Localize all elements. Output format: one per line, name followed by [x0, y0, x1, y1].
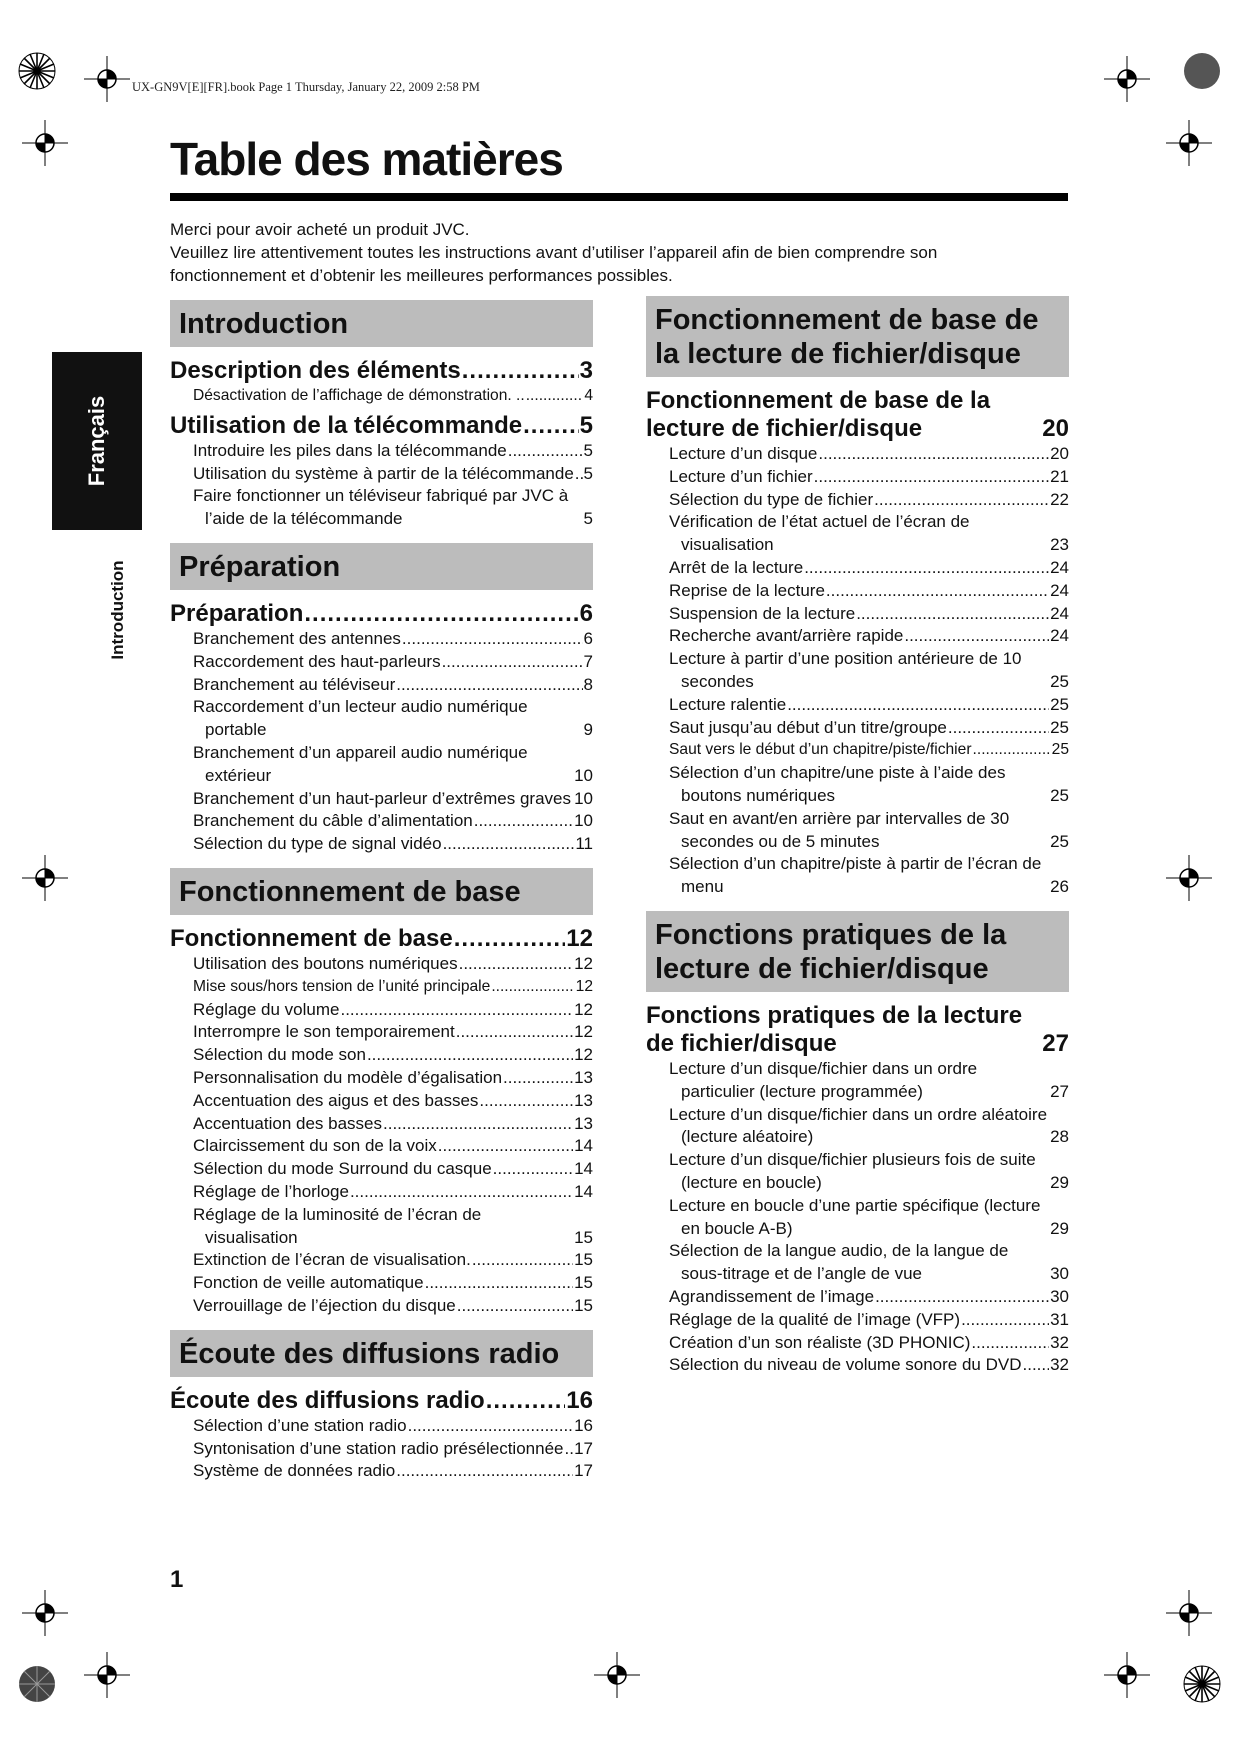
registration-mark-icon: [84, 1652, 130, 1698]
entry-page: 14: [574, 1181, 593, 1201]
entry-label: Arrêt de la lecture: [669, 557, 804, 577]
leader-dots: [442, 651, 583, 674]
section-heading: Fonctions pratiques de la lecture de fichier/disque: [646, 911, 1069, 992]
leader-dots: [340, 999, 573, 1022]
intro-line: Merci pour avoir acheté un produit JVC.: [170, 220, 470, 239]
leader-dots: [948, 717, 1049, 740]
toc-entry[interactable]: [193, 674, 593, 697]
entry-label: Lecture d’un disque/fichier plusieurs fois de suite (lecture en boucle): [669, 1150, 1036, 1192]
entry-label: Lecture d’un disque/fichier dans un ordre aléatoire (lecture aléatoire): [669, 1104, 1048, 1147]
chapter-label: Fonctions pratiques de la lecture de fichier/disque: [646, 1001, 1023, 1057]
entry-page: 21: [1050, 466, 1069, 486]
leader-dots: [425, 1272, 573, 1295]
chapter-page: 3: [579, 357, 593, 384]
entry-page: 6: [583, 628, 593, 648]
leader-dots: [367, 1044, 573, 1067]
entry-page: 5: [583, 440, 593, 460]
toc-entry[interactable]: [669, 1149, 1069, 1195]
toc-entry[interactable]: [193, 385, 593, 408]
chapter-page: 6: [579, 599, 593, 627]
leader-dots: [971, 1332, 1049, 1355]
toc-entry[interactable]: [669, 694, 1069, 717]
entry-label: Vérification de l’état actuel de l’écran de visualisation: [669, 512, 970, 555]
entry-page: 30: [1050, 1286, 1069, 1306]
toc-right-column: [646, 296, 1069, 1377]
toc-entry[interactable]: [669, 625, 1069, 648]
toc-entry[interactable]: [193, 1044, 593, 1067]
chapter-label: Description des éléments: [170, 357, 461, 384]
toc-entry[interactable]: [669, 466, 1069, 489]
entry-label: Désactivation de l’affichage de démonstration. ..: [193, 387, 525, 404]
toc-chapter[interactable]: [170, 357, 593, 385]
chapter-page: 5: [579, 411, 593, 439]
entry-page: 9: [583, 720, 593, 740]
leader-dots: [456, 1021, 573, 1044]
toc-entry[interactable]: [669, 853, 1069, 899]
leader-dots: [402, 628, 583, 651]
entry-label: Reprise de la lecture: [669, 580, 825, 600]
toc-entry[interactable]: [193, 1415, 593, 1438]
toc-entry[interactable]: [193, 696, 593, 742]
entry-label: Raccordement des haut-parleurs: [193, 651, 441, 671]
entry-label: Agrandissement de l’image: [669, 1286, 875, 1306]
entry-label: Lecture ralentie: [669, 694, 787, 714]
toc-entry[interactable]: [193, 1113, 593, 1136]
entry-page: 5: [583, 509, 593, 529]
entry-page: 14: [574, 1136, 593, 1156]
entry-page: 25: [1050, 785, 1069, 805]
section-heading: Écoute des diffusions radio: [170, 1330, 593, 1377]
toc-entry[interactable]: [193, 999, 593, 1022]
registration-mark-icon: [22, 120, 68, 166]
language-tab: [52, 352, 142, 530]
toc-entry[interactable]: [669, 511, 1069, 557]
entry-label: Claircissement du son de la voix: [193, 1136, 437, 1156]
leader-dots: [503, 1067, 573, 1090]
entry-page: 24: [1050, 557, 1069, 577]
entry-page: 26: [1050, 877, 1069, 897]
entry-label: Sélection du mode Surround du casque: [193, 1159, 492, 1179]
leader-dots: [961, 1309, 1049, 1332]
leader-dots: [874, 489, 1049, 512]
toc-chapter[interactable]: [170, 412, 593, 440]
entry-label: Extinction de l’écran de visualisation.: [193, 1250, 471, 1270]
leader-dots: [804, 557, 1049, 580]
entry-page: 8: [583, 674, 593, 694]
entry-label: Branchement des antennes: [193, 628, 401, 648]
leader-dots: [1023, 1354, 1050, 1377]
leader-dots: [493, 1158, 573, 1181]
entry-label: Accentuation des basses: [193, 1113, 383, 1133]
entry-page: 27: [1050, 1081, 1069, 1101]
entry-page: 12: [574, 1022, 593, 1042]
leader-dots: [474, 810, 573, 833]
entry-label: Lecture en boucle d’une partie spécifique (lecture en boucle A-B): [669, 1195, 1041, 1238]
entry-label: Réglage de l’horloge: [193, 1181, 349, 1201]
book-header: UX-GN9V[E][FR].book Page 1 Thursday, January 22, 2009 2:58 PM: [132, 80, 480, 94]
chapter-label: Écoute des diffusions radio: [170, 1386, 485, 1414]
toc-entry[interactable]: [193, 976, 593, 999]
entry-label: Lecture à partir d’une position antérieure de 10 secondes: [669, 649, 1022, 691]
entry-label: Sélection du type de signal vidéo: [193, 834, 442, 854]
registration-mark-icon: [1166, 120, 1212, 166]
leader-dots: [826, 580, 1049, 603]
toc-entry[interactable]: [669, 580, 1069, 603]
toc-entry[interactable]: [669, 443, 1069, 466]
entry-label: Recherche avant/arrière rapide: [669, 626, 904, 646]
entry-label: Suspension de la lecture: [669, 603, 856, 623]
toc-entry[interactable]: [193, 1295, 593, 1318]
entry-label: Syntonisation d’une station radio présélectionnée: [193, 1438, 564, 1458]
entry-label: Lecture d’un fichier: [669, 466, 813, 486]
entry-page: 11: [575, 834, 593, 854]
entry-label: Accentuation des aigus et des basses: [193, 1090, 479, 1110]
chapter-label: Utilisation de la télécommande: [170, 411, 523, 439]
toc-chapter[interactable]: [170, 925, 593, 953]
toc-entry[interactable]: [193, 1158, 593, 1181]
entry-page: 12: [574, 1045, 593, 1065]
toc-entry[interactable]: [193, 440, 593, 463]
entry-label: Branchement d’un appareil audio numérique extérieur: [193, 742, 528, 785]
leader-dots: [575, 463, 583, 486]
toc-entry[interactable]: [669, 1286, 1069, 1309]
entry-page: 29: [1050, 1172, 1069, 1192]
toc-entry[interactable]: [669, 717, 1069, 740]
leader-dots: [459, 953, 573, 976]
toc-entry[interactable]: [669, 1058, 1069, 1104]
registration-mark-icon: [594, 1652, 640, 1698]
toc-entry[interactable]: [193, 1272, 593, 1295]
entry-page: 12: [574, 953, 593, 973]
entry-label: Sélection du mode son: [193, 1045, 366, 1065]
entry-page: 15: [574, 1273, 593, 1293]
intro-line: fonctionnement et d’obtenir les meilleures performances possibles.: [170, 266, 673, 285]
toc-entry[interactable]: [193, 1021, 593, 1044]
toc-entry[interactable]: [669, 1309, 1069, 1332]
toc-entry[interactable]: [193, 485, 593, 531]
entry-page: 31: [1050, 1309, 1069, 1329]
leader-dots: [457, 1295, 573, 1318]
registration-mark-icon: [1166, 1590, 1212, 1636]
leader-dots: [572, 788, 573, 811]
chapter-label: Fonctionnement de base: [170, 924, 453, 952]
toc-entry[interactable]: [669, 603, 1069, 626]
toc-chapter[interactable]: [646, 1002, 1069, 1058]
language-tab-label: Français: [84, 395, 109, 487]
leader-dots: [396, 1460, 573, 1483]
entry-label: Faire fonctionner un téléviseur fabriqué par JVC à l’aide de la télécommande: [193, 486, 569, 529]
toc-entry[interactable]: [193, 1067, 593, 1090]
registration-mark-icon: [84, 56, 130, 102]
entry-label: Sélection de la langue audio, de la langue de sous-titrage et de l’angle de vue: [669, 1241, 1009, 1284]
entry-page: 25: [1050, 694, 1069, 714]
entry-page: 12: [575, 977, 593, 995]
entry-label: Sélection du niveau de volume sonore du DVD: [669, 1355, 1022, 1375]
entry-page: 7: [583, 651, 593, 671]
color-target-icon: [18, 1665, 56, 1703]
chapter-page: 20: [1042, 415, 1069, 442]
toc-chapter[interactable]: [170, 600, 593, 628]
entry-page: 23: [1050, 535, 1069, 555]
leader-dots: [564, 1438, 573, 1461]
entry-label: Saut jusqu’au début d’un titre/groupe: [669, 717, 947, 737]
entry-label: Branchement d’un haut-parleur d’extrêmes graves: [193, 788, 571, 808]
toc-entry[interactable]: [193, 742, 593, 788]
toc-entry[interactable]: [669, 557, 1069, 580]
leader-dots: [438, 1135, 573, 1158]
chapter-page: 27: [1042, 1029, 1069, 1057]
chapter-label: Fonctionnement de base de la lecture de fichier/disque: [646, 387, 991, 442]
toc-entry[interactable]: [193, 1249, 593, 1272]
leader-dots: [973, 739, 1051, 762]
toc-entry[interactable]: [193, 628, 593, 651]
color-target-icon: [18, 52, 56, 90]
toc-entry[interactable]: [193, 1204, 593, 1250]
entry-label: Création d’un son réaliste (3D PHONIC): [669, 1332, 971, 1352]
entry-page: 14: [574, 1159, 593, 1179]
entry-page: 30: [1050, 1264, 1069, 1284]
entry-label: Utilisation du système à partir de la télécommande: [193, 463, 574, 483]
toc-entry[interactable]: [193, 1438, 593, 1461]
entry-label: Réglage de la qualité de l’image (VFP): [669, 1309, 961, 1329]
chapter-label: Préparation: [170, 599, 304, 627]
entry-page: 15: [574, 1295, 593, 1315]
entry-label: Verrouillage de l’éjection du disque: [193, 1295, 456, 1315]
entry-page: 10: [574, 788, 593, 808]
section-heading: Introduction: [170, 300, 593, 347]
leader-dots: [523, 412, 579, 440]
color-target-icon: [1183, 1665, 1221, 1703]
toc-entry[interactable]: [669, 1195, 1069, 1241]
registration-mark-icon: [1166, 855, 1212, 901]
toc-entry[interactable]: [669, 762, 1069, 808]
leader-dots: [491, 976, 574, 999]
leader-dots: [304, 600, 578, 628]
toc-entry[interactable]: [193, 810, 593, 833]
entry-label: Interrompre le son temporairement: [193, 1022, 455, 1042]
leader-dots: [383, 1113, 573, 1136]
entry-label: Mise sous/hors tension de l’unité principale: [193, 977, 491, 995]
registration-mark-icon: [22, 1590, 68, 1636]
entry-page: 15: [574, 1250, 593, 1270]
registration-mark-icon: [1104, 56, 1150, 102]
leader-dots: [856, 603, 1049, 626]
intro-line: Veuillez lire attentivement toutes les instructions avant d’utiliser l’appareil afin de bien comprendre son: [170, 243, 938, 262]
entry-label: Sélection d’un chapitre/une piste à l’aide des boutons numériques: [669, 763, 1006, 805]
leader-dots: [396, 674, 582, 697]
entry-page: 32: [1050, 1332, 1069, 1352]
toc-chapter[interactable]: [170, 1387, 593, 1415]
leader-dots: [486, 1387, 566, 1415]
entry-label: Saut vers le début d’un chapitre/piste/fichier: [669, 741, 972, 759]
entry-label: Sélection du type de fichier: [669, 489, 874, 509]
title-rule: [170, 193, 1068, 201]
entry-label: Sélection d’une station radio: [193, 1415, 407, 1435]
toc-entry[interactable]: [669, 1104, 1069, 1150]
toc-left-column: [170, 300, 593, 1483]
toc-entry[interactable]: [193, 953, 593, 976]
toc-entry[interactable]: [669, 1332, 1069, 1355]
entry-page: 24: [1050, 603, 1069, 623]
entry-page: 25: [1051, 741, 1069, 759]
entry-label: Réglage du volume: [193, 999, 340, 1019]
toc-entry[interactable]: [669, 808, 1069, 854]
entry-page: 13: [574, 1090, 593, 1110]
entry-label: Réglage de la luminosité de l’écran de visualisation: [193, 1204, 482, 1247]
page-title: Table des matières: [170, 133, 563, 185]
page-number: 1: [170, 1566, 184, 1593]
entry-page: 4: [584, 387, 593, 404]
color-target-icon: [1183, 52, 1221, 90]
toc-entry[interactable]: [669, 1240, 1069, 1286]
toc-entry[interactable]: [669, 648, 1069, 694]
entry-page: 16: [574, 1415, 593, 1435]
leader-dots: [462, 357, 579, 385]
toc-entry[interactable]: [193, 1181, 593, 1204]
entry-label: Branchement du câble d’alimentation: [193, 811, 473, 831]
entry-label: Lecture d’un disque: [669, 444, 818, 463]
entry-page: 5: [583, 463, 593, 483]
leader-dots: [454, 925, 566, 953]
leader-dots: [814, 466, 1049, 489]
toc-entry[interactable]: [193, 788, 593, 811]
toc-entry[interactable]: [193, 651, 593, 674]
entry-label: Raccordement d’un lecteur audio numérique portable: [193, 697, 528, 740]
toc-entry[interactable]: [669, 489, 1069, 512]
entry-label: Branchement au téléviseur: [193, 674, 396, 694]
leader-dots: [479, 1090, 573, 1113]
entry-page: 10: [574, 765, 593, 785]
entry-page: 29: [1050, 1218, 1069, 1238]
leader-dots: [472, 1249, 573, 1272]
leader-dots: [443, 833, 575, 856]
leader-dots: [508, 440, 583, 463]
entry-page: 17: [574, 1461, 593, 1481]
toc-entry[interactable]: [669, 739, 1069, 762]
chapter-page: 12: [566, 924, 593, 952]
entry-page: 10: [574, 811, 593, 831]
intro-text: [170, 218, 1070, 287]
section-heading: Fonctionnement de base: [170, 868, 593, 915]
toc-entry[interactable]: [669, 1354, 1069, 1377]
leader-dots: [526, 385, 584, 408]
entry-page: 13: [574, 1113, 593, 1133]
toc-entry[interactable]: [193, 1460, 593, 1483]
section-heading: Fonctionnement de base de la lecture de fichier/disque: [646, 296, 1069, 377]
entry-label: Fonction de veille automatique: [193, 1273, 424, 1293]
toc-entry[interactable]: [193, 833, 593, 856]
entry-page: 22: [1050, 489, 1069, 509]
toc-chapter[interactable]: [646, 387, 1069, 443]
entry-page: 13: [574, 1067, 593, 1087]
section-tab-label: Introduction: [108, 560, 127, 660]
entry-page: 12: [574, 999, 593, 1019]
entry-page: 32: [1050, 1355, 1069, 1375]
section-heading: Préparation: [170, 543, 593, 590]
chapter-page: 16: [566, 1386, 593, 1414]
entry-label: Utilisation des boutons numériques: [193, 953, 458, 973]
entry-page: 24: [1050, 580, 1069, 600]
entry-page: 25: [1050, 831, 1069, 851]
entry-label: Saut en avant/en arrière par intervalles de 30 secondes ou de 5 minutes: [669, 808, 1010, 851]
entry-page: 28: [1050, 1127, 1069, 1147]
leader-dots: [875, 1286, 1049, 1309]
entry-page: 25: [1050, 671, 1069, 691]
entry-label: Système de données radio: [193, 1461, 396, 1481]
entry-page: 20: [1050, 444, 1069, 463]
entry-page: 17: [574, 1438, 593, 1458]
entry-label: Lecture d’un disque/fichier dans un ordre particulier (lecture programmée): [669, 1058, 978, 1101]
entry-label: Personnalisation du modèle d’égalisation: [193, 1067, 503, 1087]
toc-entry[interactable]: [193, 1090, 593, 1113]
entry-page: 15: [574, 1227, 593, 1247]
leader-dots: [818, 443, 1049, 466]
entry-page: 25: [1050, 717, 1069, 737]
leader-dots: [408, 1415, 573, 1438]
entry-label: Introduire les piles dans la télécommande: [193, 440, 507, 460]
leader-dots: [350, 1181, 573, 1204]
toc-entry[interactable]: [193, 463, 593, 486]
entry-page: 24: [1050, 626, 1069, 646]
registration-mark-icon: [22, 855, 68, 901]
leader-dots: [904, 625, 1049, 648]
entry-label: Sélection d’un chapitre/piste à partir de l’écran de menu: [669, 854, 1042, 897]
registration-mark-icon: [1104, 1652, 1150, 1698]
leader-dots: [787, 694, 1049, 717]
toc-entry[interactable]: [193, 1135, 593, 1158]
